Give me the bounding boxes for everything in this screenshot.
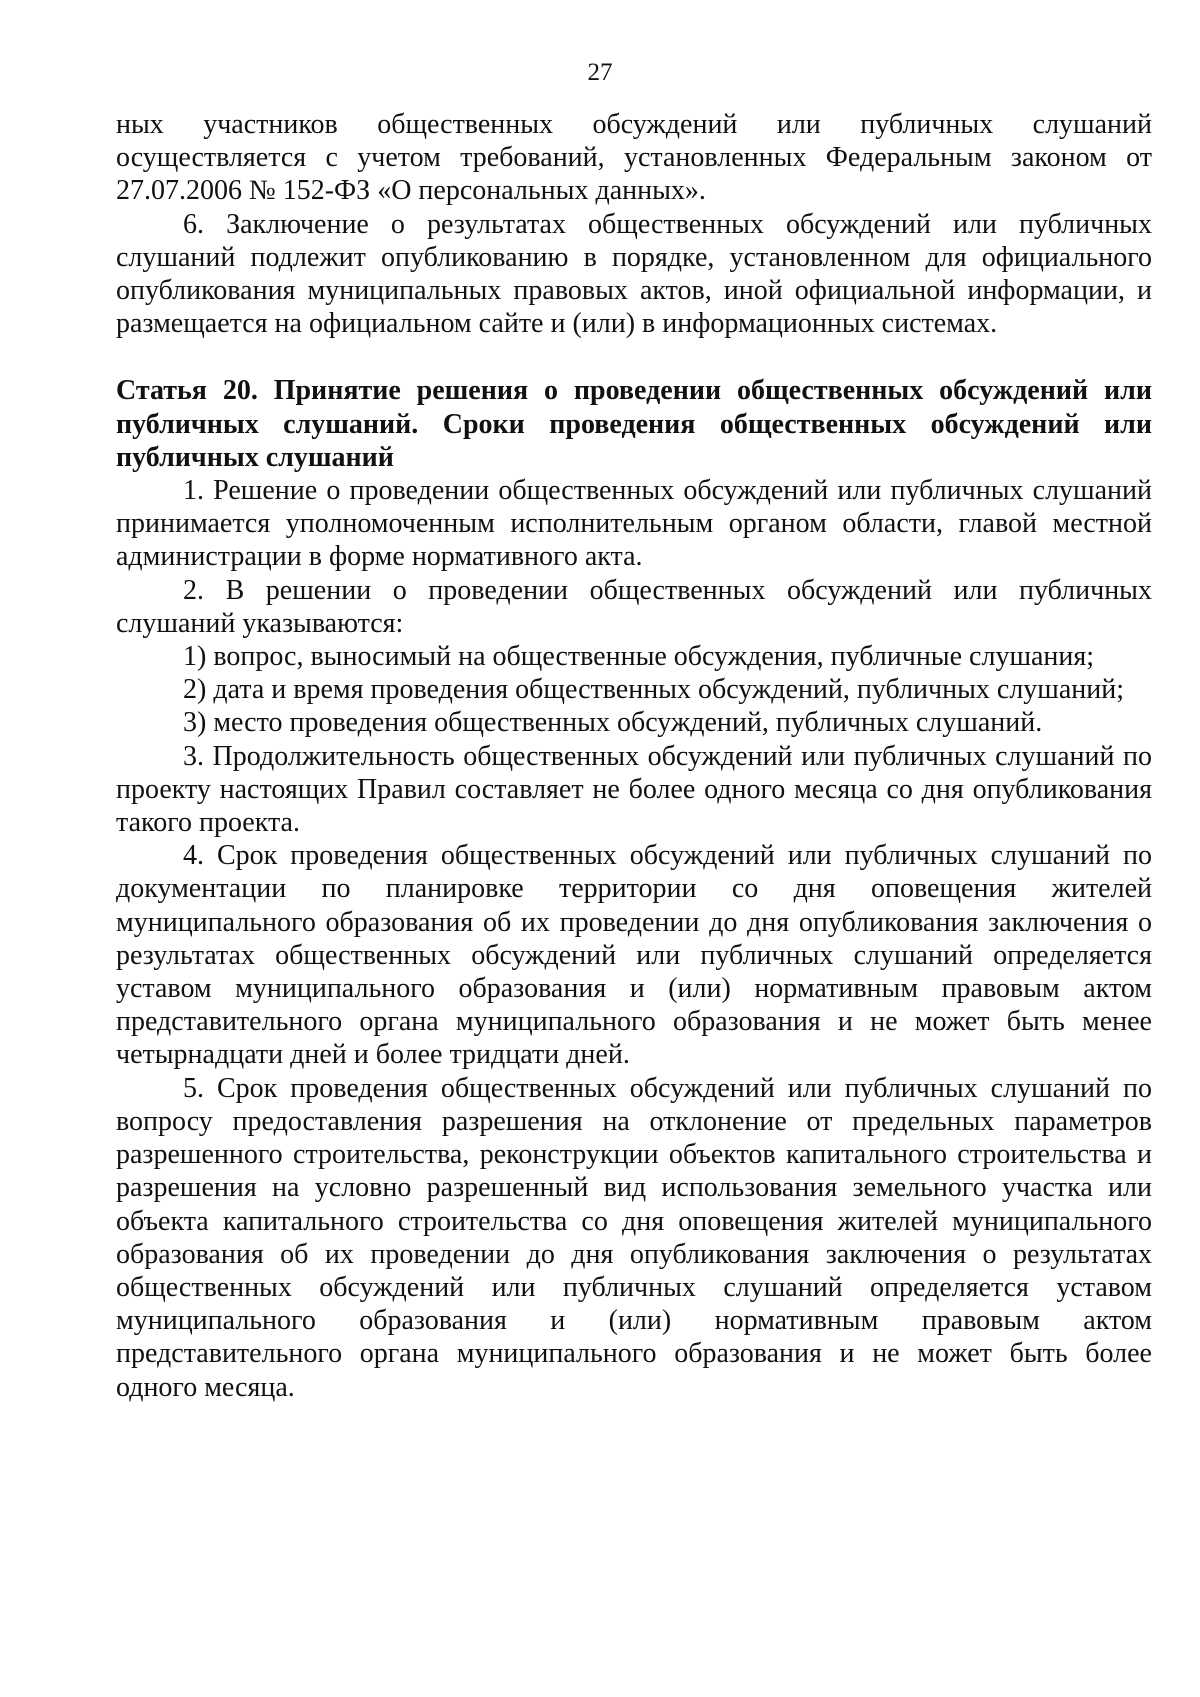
paragraph-continuation: ных участников общественных обсуждений или публичных слушаний осуществляется с учетом требований, установленных Федеральным законом от 27.07.2006 № 152-ФЗ «О персональных данных».: [116, 109, 1152, 207]
paragraph-decision-contents: 2. В решении о проведении общественных обсуждений или публичных слушаний указываются:: [116, 574, 1152, 639]
document-body: [116, 108, 1152, 1404]
paragraph-duration-planning: 4. Срок проведения общественных обсуждений или публичных слушаний по документации по планировке территории со дня оповещения жителей муниципального образования об их проведении до дня опубликования заключения о результатах общественных обсуждений или публичных слушаний определяется уставом муниципального образования и (или) нормативным правовым актом представительного органа муниципального образования и не может быть менее четырнадцати дней и более тридцати дней.: [116, 840, 1152, 1071]
page-number: 27: [587, 59, 613, 86]
list-item-place: 3) место проведения общественных обсуждений, публичных слушаний.: [183, 707, 1043, 739]
list-item-question: 1) вопрос, выносимый на общественные обсуждения, публичные слушания;: [183, 641, 1095, 673]
article-heading: Статья 20. Принятие решения о проведении общественных обсуждений или публичных слушаний. Сроки проведения общественных обсуждений или публичных слушаний: [116, 375, 1152, 473]
paragraph-duration-rules: 3. Продолжительность общественных обсуждений или публичных слушаний по проекту настоящих Правил составляет не более одного месяца со дня опубликования такого проекта.: [116, 740, 1152, 839]
paragraph-conclusion-publication: 6. Заключение о результатах общественных обсуждений или публичных слушаний подлежит опубликованию в порядке, установленном для официального опубликования муниципальных правовых актов, иной официальной информации, и размещается на официальном сайте и (или) в информационных системах.: [116, 208, 1152, 340]
paragraph-duration-permits: 5. Срок проведения общественных обсуждений или публичных слушаний по вопросу предоставления разрешения на отклонение от предельных параметров разрешенного строительства, реконструкции объектов капитального строительства и разрешения на условно разрешенный вид использования земельного участка или объекта капитального строительства со дня оповещения жителей муниципального образования об их проведении до дня опубликования заключения о результатах общественных обсуждений или публичных слушаний определяется уставом муниципального образования и (или) нормативным правовым актом представительного органа муниципального образования и не может быть более одного месяца.: [116, 1072, 1152, 1403]
paragraph-decision: 1. Решение о проведении общественных обсуждений или публичных слушаний принимается уполномоченным исполнительным органом области, главой местной администрации в форме нормативного акта.: [116, 475, 1152, 573]
list-item-date-time: 2) дата и время проведения общественных обсуждений, публичных слушаний;: [183, 674, 1125, 706]
